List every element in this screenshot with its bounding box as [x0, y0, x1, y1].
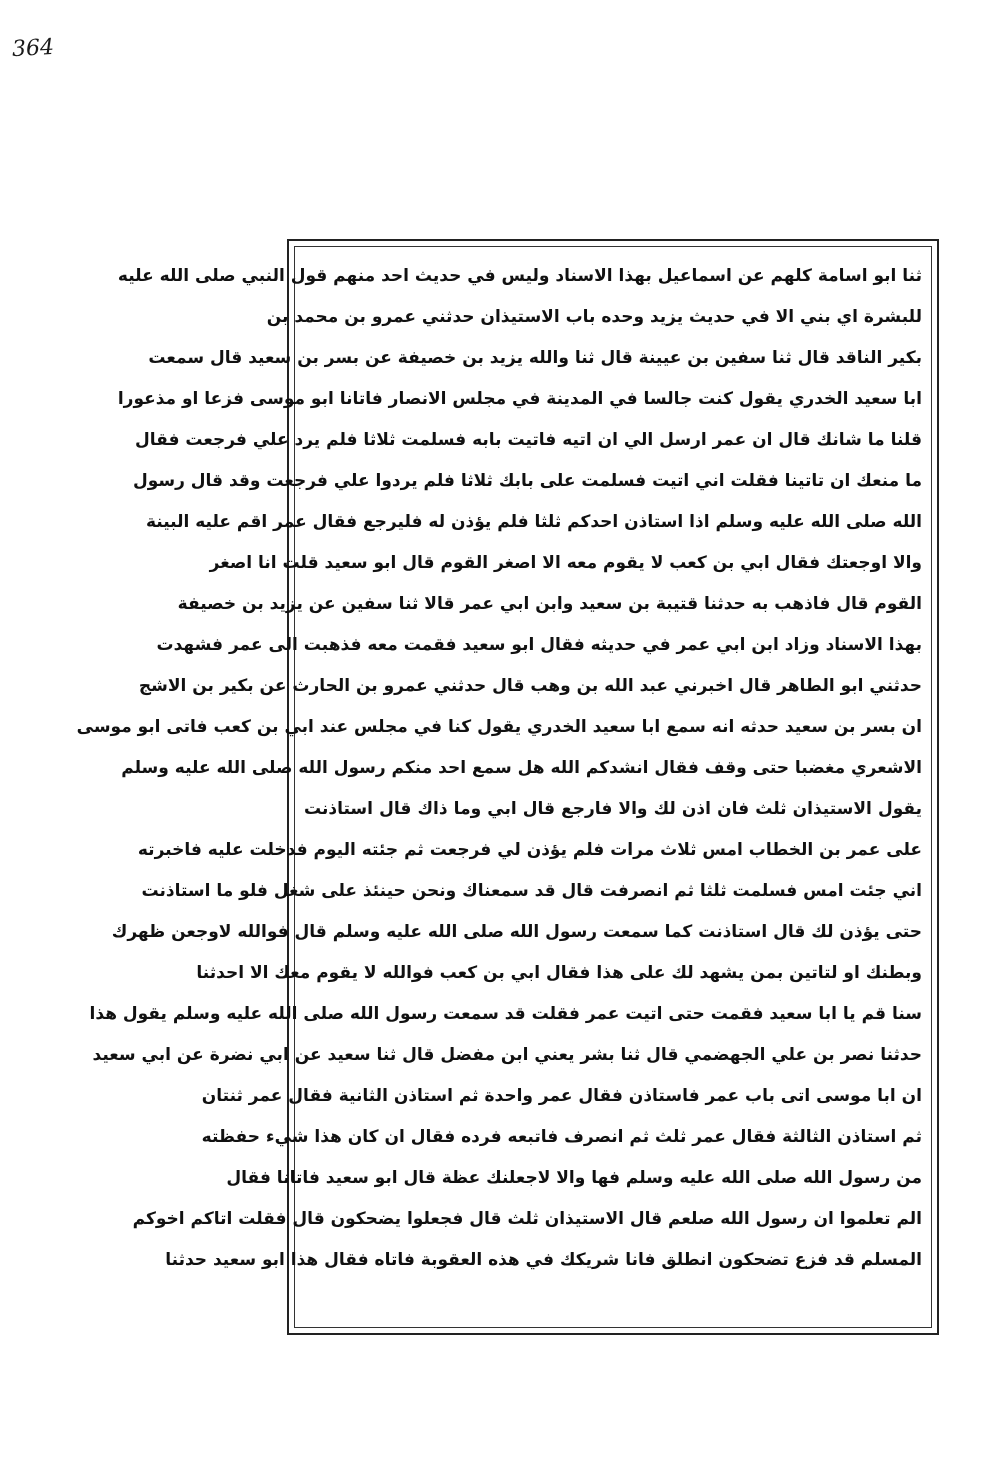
text-line: بكير الناقد قال ثنا سفين بن عيينة قال ثنا والله يزيد بن خصيفة عن بسر بن سعيد قال سمعت [148, 348, 922, 368]
text-line: الاشعري مغضبا حتى وقف فقال انشدكم الله هل سمع احد منكم رسول الله صلى الله عليه وسلم [121, 758, 922, 778]
text-line: للبشرة اي بني الا في حديث يزيد وحده باب الاستيذان حدثني عمرو بن محمد بن [266, 307, 922, 327]
text-line: ان ابا موسى اتى باب عمر فاستاذن فقال عمر واحدة ثم استاذن الثانية فقال عمر ثنتان [201, 1086, 922, 1106]
text-line: سنا قم يا ابا سعيد فقمت حتى اتيت عمر فقلت قد سمعت رسول الله صلى الله عليه وسلم يقول هذا [89, 1004, 922, 1024]
text-line: الله صلى الله عليه وسلم اذا استاذن احدكم ثلثا فلم يؤذن له فليرجع فقال عمر اقم عليه البينة [145, 512, 922, 532]
text-line: حدثنا نصر بن علي الجهضمي قال ثنا بشر يعني ابن مفضل قال ثنا سعيد عن ابي نضرة عن ابي سعيد [92, 1045, 922, 1065]
text-line: ان بسر بن سعيد حدثه انه سمع ابا سعيد الخدري يقول كنا في مجلس عند ابي بن كعب فاتى ابو موسى [76, 717, 922, 737]
text-line: قلنا ما شانك قال ان عمر ارسل الي ان اتيه فاتيت بابه فسلمت ثلاثا فلم يرد علي فرجعت فقال [134, 430, 922, 450]
text-line: القوم قال فاذهب به حدثنا قتيبة بن سعيد وابن ابي عمر قالا ثنا سفين عن يزيد بن خصيفة [177, 594, 922, 614]
text-line: على عمر بن الخطاب امس ثلاث مرات فلم يؤذن لي فرجعت ثم جئته اليوم فدخلت عليه فاخبرته [137, 840, 922, 860]
text-line: حتى يؤذن لك قال استاذنت كما سمعت رسول الله صلى الله عليه وسلم قال فوالله لاوجعن ظهرك [111, 922, 922, 942]
page-number: 364 [11, 34, 55, 63]
text-line: حدثني ابو الطاهر قال اخبرني عبد الله بن وهب قال حدثني عمرو بن الحارث عن بكير بن الاشج [138, 676, 922, 696]
text-line: ثم استاذن الثالثة فقال عمر ثلث ثم انصرف فاتبعه فرده فقال ان كان هذا شيء حفظته [201, 1127, 922, 1147]
text-line: من رسول الله صلى الله عليه وسلم فها والا لاجعلنك عظة قال ابو سعيد فاتانا فقال [226, 1168, 922, 1188]
text-line: ابا سعيد الخدري يقول كنت جالسا في المدينة في مجلس الانصار فاتانا ابو موسى فزعا او مذعورا [117, 389, 922, 409]
text-line: بهذا الاسناد وزاد ابن ابي عمر في حديثه فقال ابو سعيد فقمت معه فذهبت الى عمر فشهدت [156, 635, 922, 655]
text-line: ثنا ابو اسامة كلهم عن اسماعيل بهذا الاسناد وليس في حديث احد منهم قول النبي صلى الله عليه [117, 266, 922, 286]
text-line: يقول الاستيذان ثلث فان اذن لك والا فارجع قال ابي وما ذاك قال استاذنت [304, 799, 922, 819]
text-line: ما منعك ان تاتينا فقلت اني اتيت فسلمت على بابك ثلاثا فلم يردوا علي فرجعت وقد قال رسول [132, 471, 922, 491]
text-line: وبطنك او لتاتين بمن يشهد لك على هذا فقال ابي بن كعب فوالله لا يقوم معك الا احدثنا [196, 963, 922, 983]
manuscript-text-block [76, 256, 926, 1322]
text-line: والا اوجعتك فقال ابي بن كعب لا يقوم معه الا اصغر القوم قال ابو سعيد قلت انا اصغر [209, 553, 922, 573]
text-line: اني جئت امس فسلمت ثلثا ثم انصرفت قال قد سمعناك ونحن حينئذ على شغل فلو ما استاذنت [141, 881, 922, 901]
text-line: الم تعلموا ان رسول الله صلعم قال الاستيذان ثلث قال فجعلوا يضحكون قال فقلت اتاكم اخوكم [132, 1209, 922, 1229]
text-line: المسلم قد فزع تضحكون انطلق فانا شريكك في هذه العقوبة فاتاه فقال هذا ابو سعيد حدثنا [165, 1250, 922, 1270]
